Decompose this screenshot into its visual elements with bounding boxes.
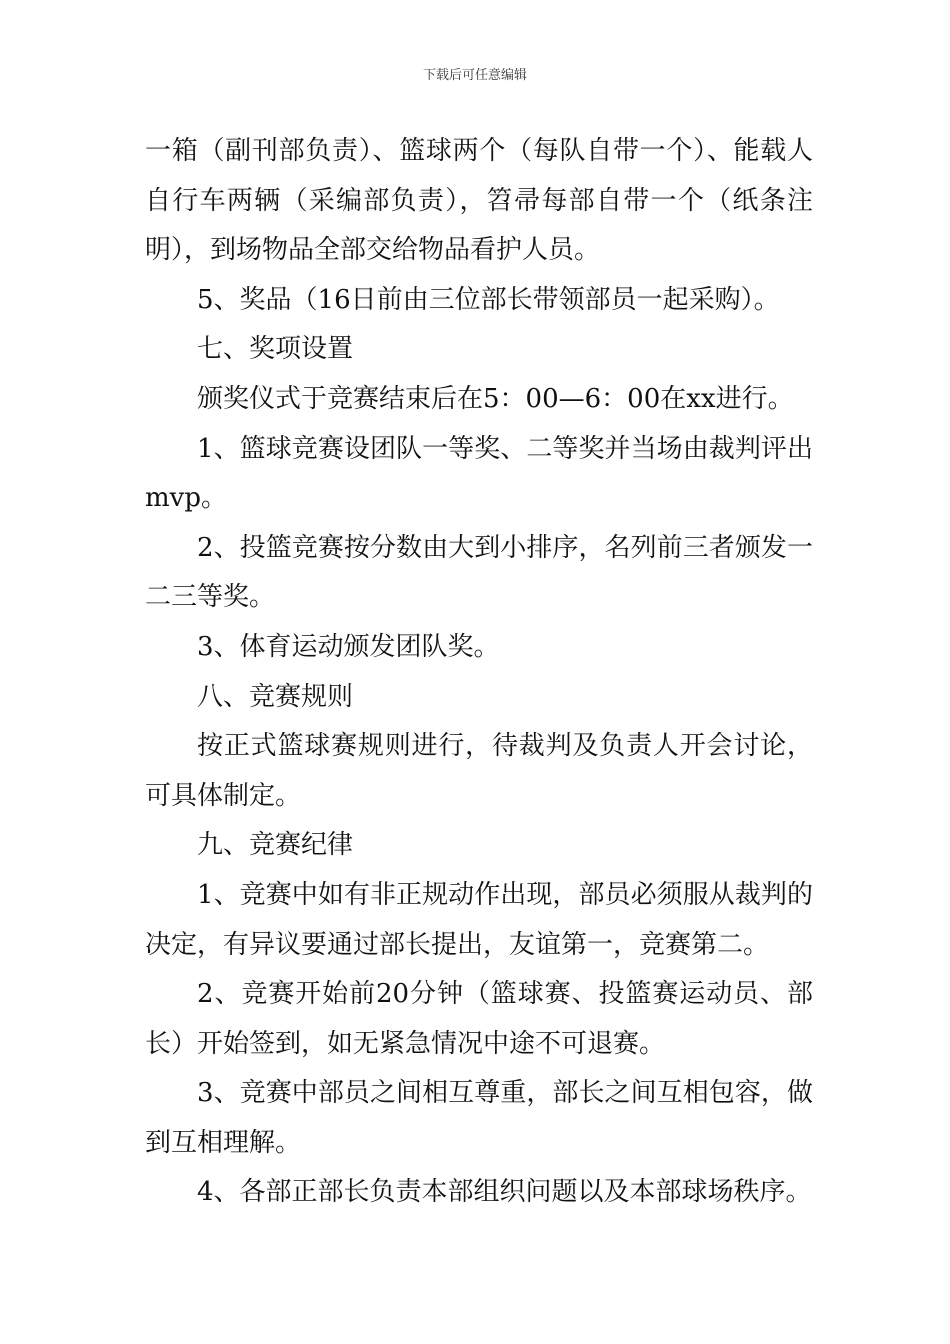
section-heading: 八、竞赛规则 xyxy=(197,681,354,712)
paragraph: 一箱（副刊部负责）、篮球两个（每队自带一个）、能载人自行车两辆（采编部负责），笤帚每部自带一个（纸条注明），到场物品全部交给物品看护人员。 xyxy=(145,136,813,266)
paragraph: 2、投篮竞赛按分数由大到小排序，名列前三者颁发一二三等奖。 xyxy=(145,532,813,613)
paragraph: 颁奖仪式于竞赛结束后在5：00—6：00在xx进行。 xyxy=(197,383,794,414)
paragraph: 1、篮球竞赛设团队一等奖、二等奖并当场由裁判评出mvp。 xyxy=(145,433,813,514)
paragraph: 5、奖品（16日前由三位部长带领部员一起采购）。 xyxy=(197,284,780,315)
section-heading: 九、竞赛纪律 xyxy=(197,830,354,861)
paragraph: 1、竞赛中如有非正规动作出现，部员必须服从裁判的决定，有异议要通过部长提出，友谊第一，竞赛第二。 xyxy=(145,879,813,960)
document-body xyxy=(145,127,813,1218)
paragraph: 3、竞赛中部员之间相互尊重，部长之间互相包容，做到互相理解。 xyxy=(145,1078,813,1158)
paragraph: 按正式篮球赛规则进行，待裁判及负责人开会讨论，可具体制定。 xyxy=(145,731,813,811)
paragraph: 4、各部正部长负责本部组织问题以及本部球场秩序。 xyxy=(197,1177,812,1208)
paragraph: 3、体育运动颁发团队奖。 xyxy=(197,631,500,662)
page-header: 下载后可任意编辑 xyxy=(422,68,527,83)
section-heading: 七、奖项设置 xyxy=(197,334,354,365)
paragraph: 2、竞赛开始前20分钟（篮球赛、投篮赛运动员、部长）开始签到，如无紧急情况中途不可退赛。 xyxy=(145,979,813,1059)
